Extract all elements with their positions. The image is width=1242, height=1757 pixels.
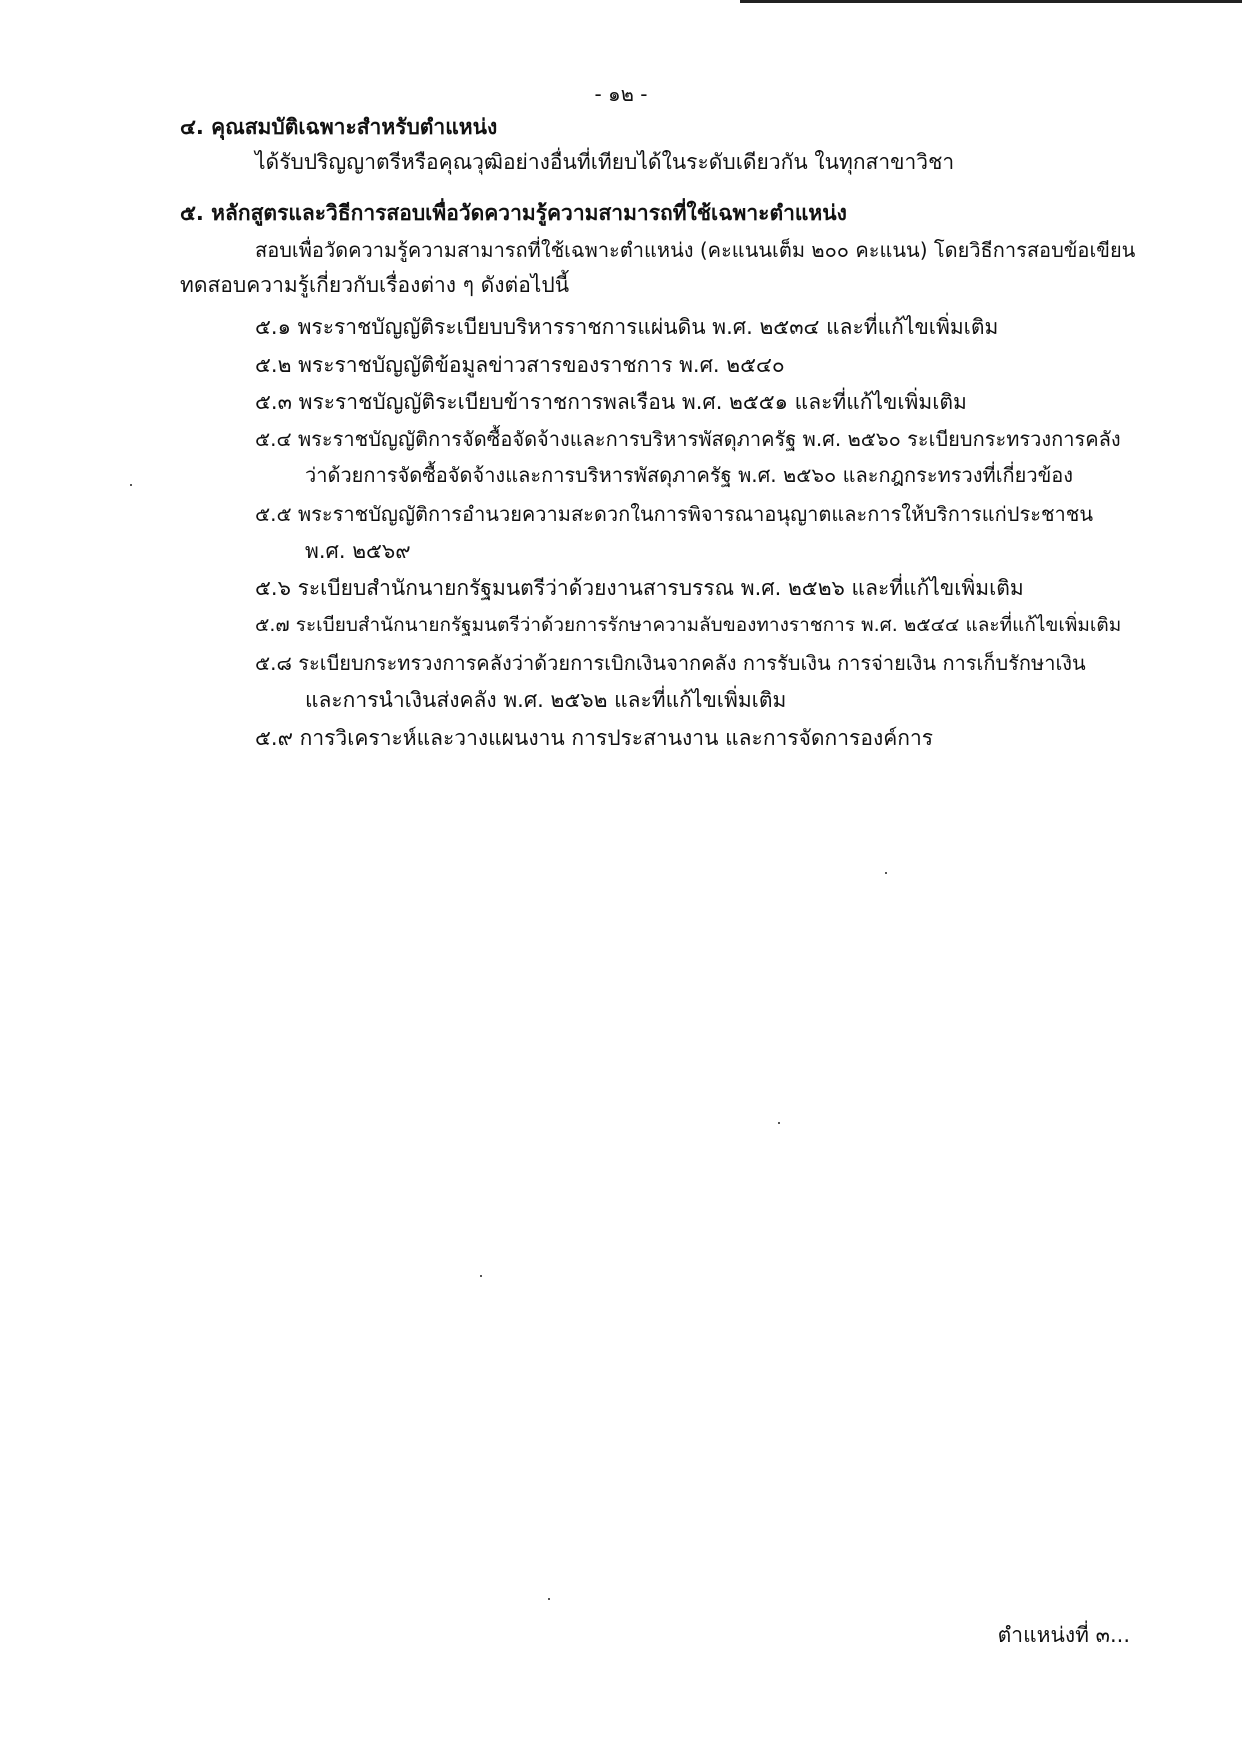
list-item-5-9: ๕.๙ การวิเคราะห์และวางแผนงาน การประสานงาน และการจัดการองค์การ: [255, 726, 934, 750]
scan-speck: [548, 1598, 550, 1600]
section-5-heading: ๕. หลักสูตรและวิธีการสอบเพื่อวัดความรู้ความสามารถที่ใช้เฉพาะตำแหน่ง: [180, 201, 847, 225]
top-scan-rule: [740, 0, 1242, 3]
list-item-5-2: ๕.๒ พระราชบัญญัติข้อมูลข่าวสารของราชการ พ.ศ. ๒๕๔๐: [255, 353, 785, 377]
scan-speck: [885, 872, 887, 874]
section-4-heading: ๔. คุณสมบัติเฉพาะสำหรับตำแหน่ง: [180, 115, 498, 139]
section-5-intro-line-1: สอบเพื่อวัดความรู้ความสามารถที่ใช้เฉพาะตำแหน่ง (คะแนนเต็ม ๒๐๐ คะแนน) โดยวิธีการสอบข้อเขียน: [255, 238, 1136, 262]
list-item-5-4-continuation: ว่าด้วยการจัดซื้อจัดจ้างและการบริหารพัสดุภาครัฐ พ.ศ. ๒๕๖๐ และกฎกระทรวงที่เกี่ยวข้อง: [305, 463, 1074, 487]
list-item-5-8-continuation: และการนำเงินส่งคลัง พ.ศ. ๒๕๖๒ และที่แก้ไขเพิ่มเติม: [305, 688, 787, 712]
list-item-5-7: ๕.๗ ระเบียบสำนักนายกรัฐมนตรีว่าด้วยการรักษาความลับของทางราชการ พ.ศ. ๒๕๔๔ และที่แก้ไขเพิ่มเติม: [255, 614, 1122, 636]
list-item-5-4: ๕.๔ พระราชบัญญัติการจัดซื้อจัดจ้างและการบริหารพัสดุภาครัฐ พ.ศ. ๒๕๖๐ ระเบียบกระทรวงการคลัง: [255, 427, 1121, 451]
section-4-body: ได้รับปริญญาตรีหรือคุณวุฒิอย่างอื่นที่เทียบได้ในระดับเดียวกัน ในทุกสาขาวิชา: [255, 150, 955, 174]
list-item-5-5-continuation: พ.ศ. ๒๕๖๙: [305, 539, 411, 563]
list-item-5-3: ๕.๓ พระราชบัญญัติระเบียบข้าราชการพลเรือน พ.ศ. ๒๕๕๑ และที่แก้ไขเพิ่มเติม: [255, 390, 967, 414]
next-page-reference: ตำแหน่งที่ ๓...: [997, 1623, 1130, 1647]
list-item-5-8: ๕.๘ ระเบียบกระทรวงการคลังว่าด้วยการเบิกเงินจากคลัง การรับเงิน การจ่ายเงิน การเก็บรักษาเงิน: [255, 651, 1086, 675]
list-item-5-6: ๕.๖ ระเบียบสำนักนายกรัฐมนตรีว่าด้วยงานสารบรรณ พ.ศ. ๒๕๒๖ และที่แก้ไขเพิ่มเติม: [255, 576, 1024, 600]
page-number: - ๑๒ -: [594, 82, 648, 106]
scan-speck: [480, 1275, 482, 1277]
scan-speck: [130, 484, 132, 486]
list-item-5-5: ๕.๕ พระราชบัญญัติการอำนวยความสะดวกในการพิจารณาอนุญาตและการให้บริการแก่ประชาชน: [255, 502, 1094, 526]
list-item-5-1: ๕.๑ พระราชบัญญัติระเบียบบริหารราชการแผ่นดิน พ.ศ. ๒๕๓๔ และที่แก้ไขเพิ่มเติม: [255, 315, 999, 339]
section-5-intro-line-2: ทดสอบความรู้เกี่ยวกับเรื่องต่าง ๆ ดังต่อไปนี้: [180, 273, 570, 297]
scan-speck: [778, 1122, 780, 1124]
